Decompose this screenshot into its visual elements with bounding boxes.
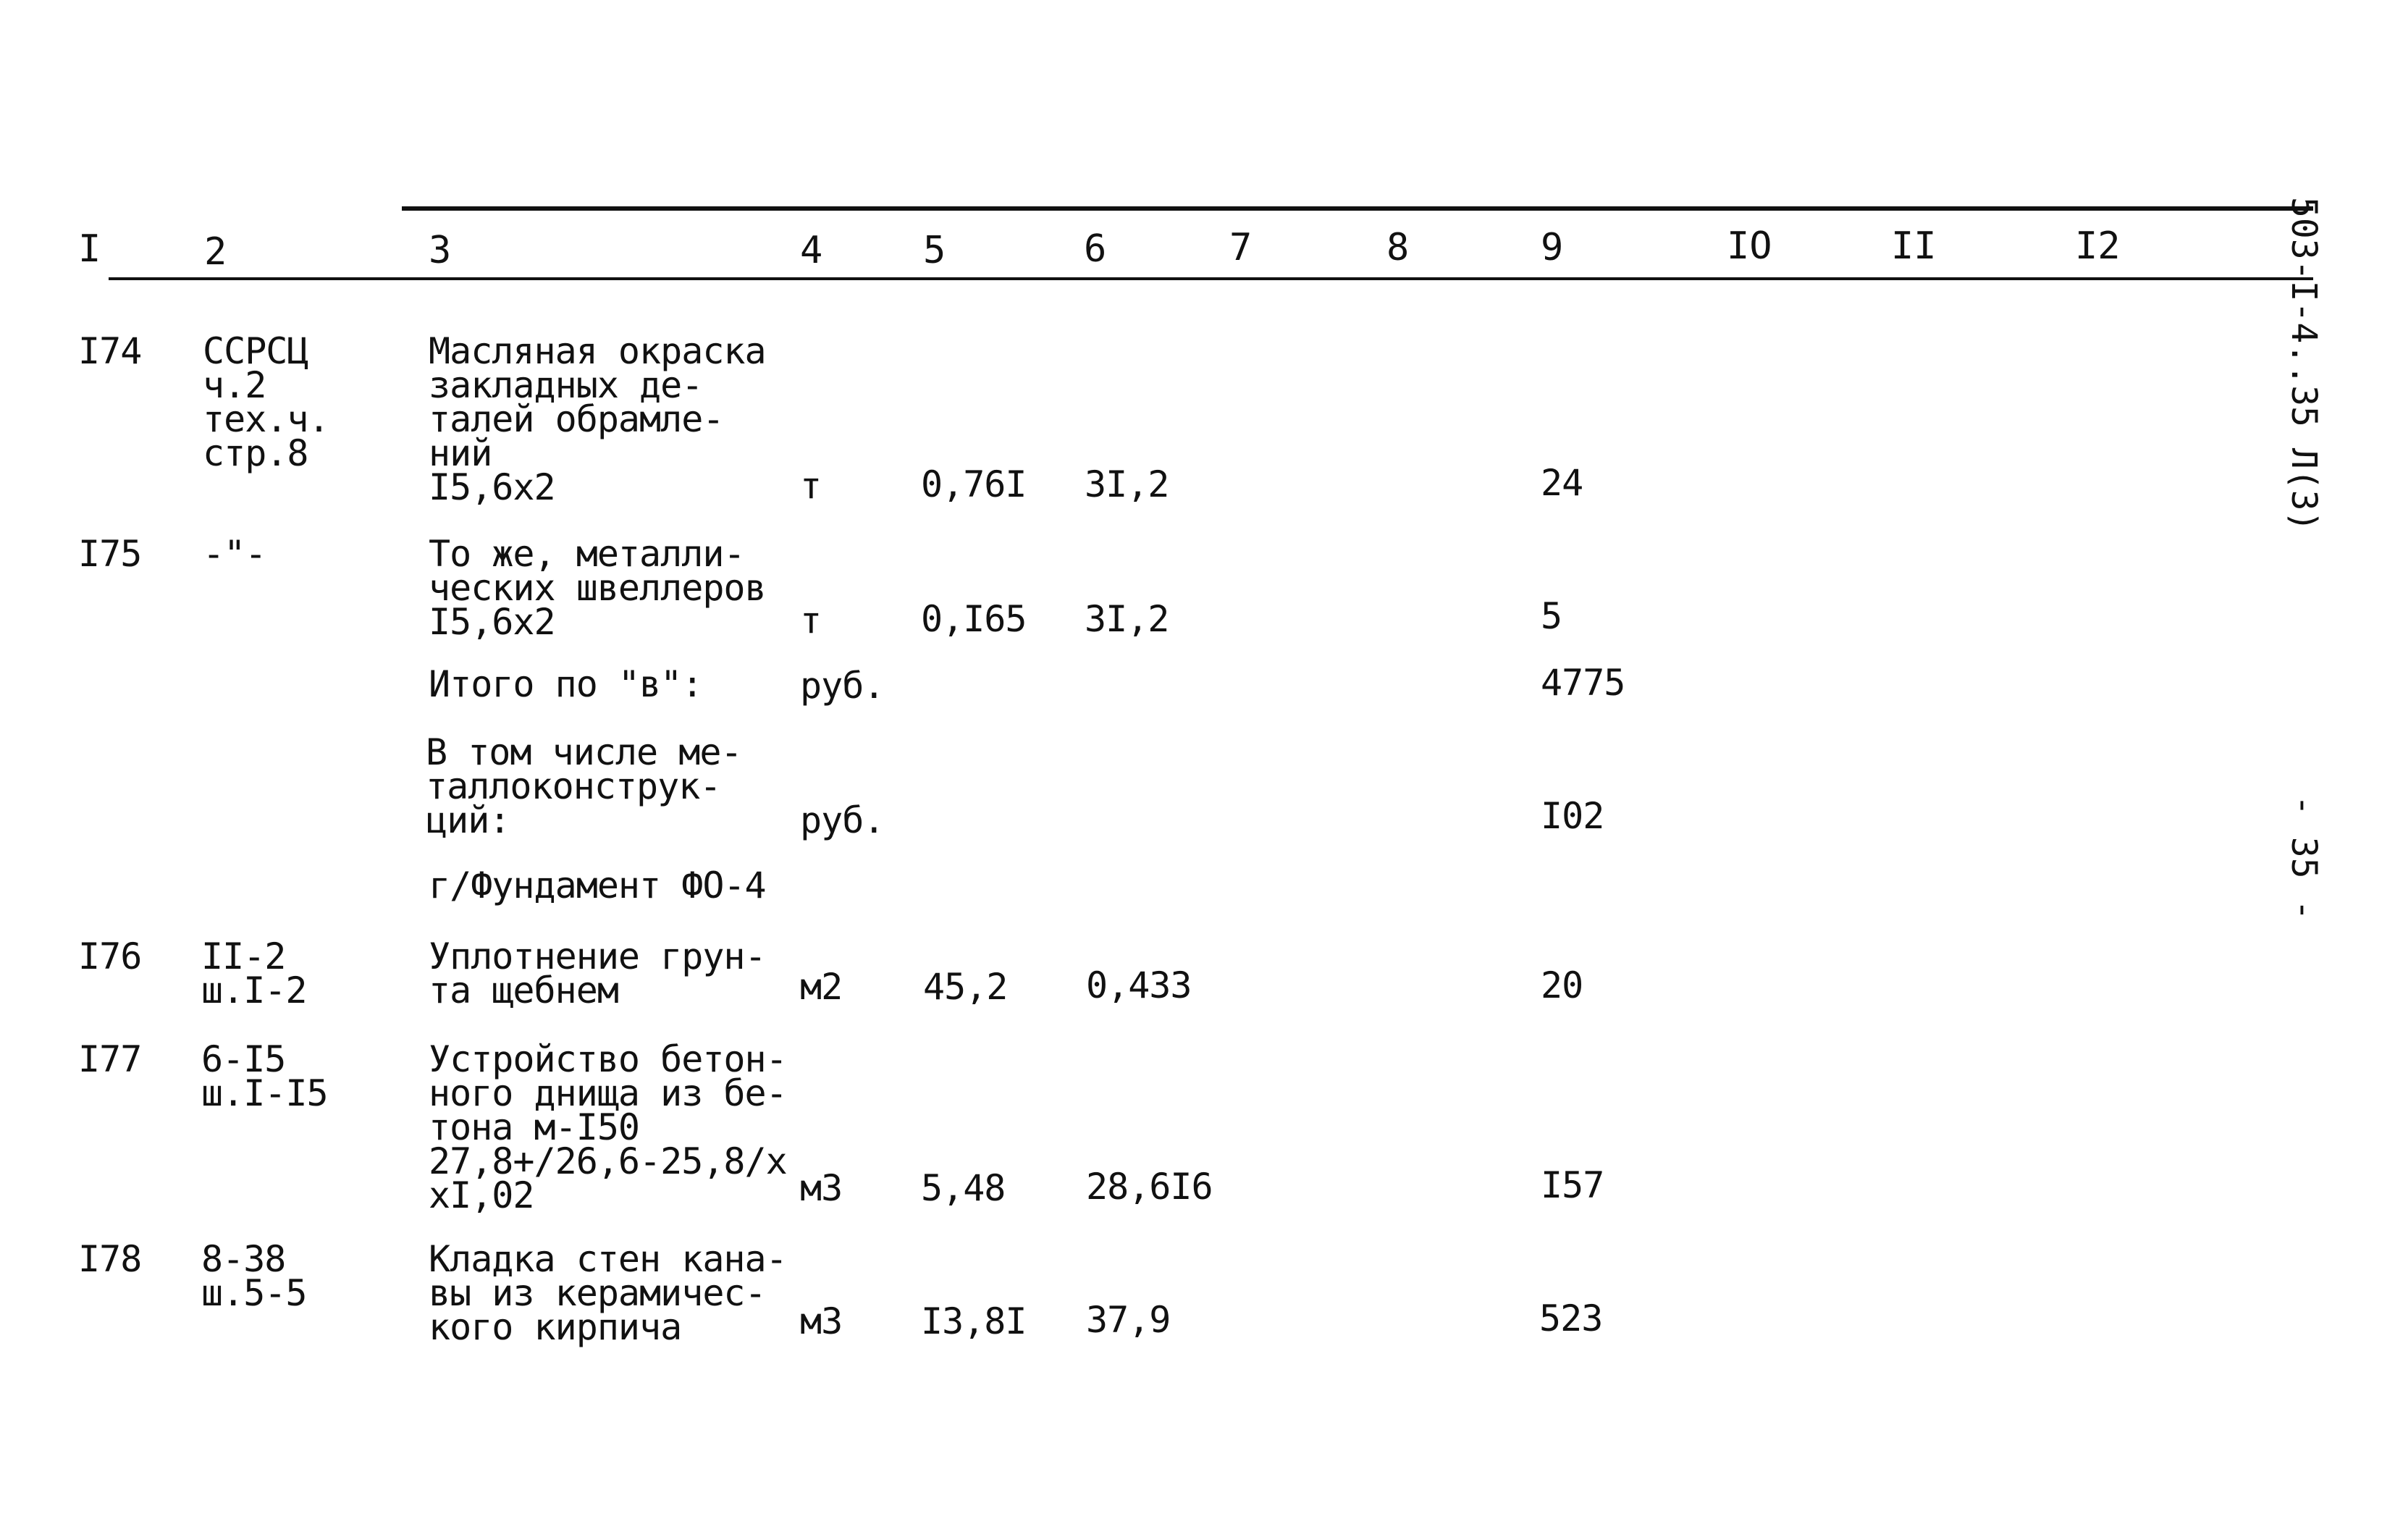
row-reference: II-2 ш.I-2 bbox=[201, 935, 307, 1011]
row-unit: м3 bbox=[800, 1167, 843, 1209]
col-header-10: IO bbox=[1727, 224, 1772, 268]
row-description: То же, металли- ческих швеллеров I5,6х2 bbox=[429, 533, 766, 643]
col-header-9: 9 bbox=[1541, 226, 1564, 269]
row-total: 5 bbox=[1541, 595, 1562, 637]
col-header-6: 6 bbox=[1084, 227, 1107, 271]
header-bottom-rule bbox=[109, 277, 2313, 280]
row-reference: 6-I5 ш.I-I5 bbox=[201, 1038, 328, 1114]
row-unit: м2 bbox=[800, 966, 843, 1008]
row-total: 24 bbox=[1541, 462, 1583, 504]
row-total: I57 bbox=[1541, 1164, 1604, 1206]
section-heading: г/Фундамент ФО-4 bbox=[429, 864, 766, 906]
header-top-rule bbox=[402, 206, 2313, 211]
row-number: I76 bbox=[78, 935, 142, 977]
row-price: 0,433 bbox=[1086, 964, 1192, 1006]
subtotal-unit: руб. bbox=[800, 665, 885, 707]
row-quantity: 45,2 bbox=[923, 966, 1008, 1008]
document-code: 503-I-4..35 Л(3) bbox=[2284, 197, 2324, 532]
including-total: I02 bbox=[1541, 795, 1604, 837]
row-description: Устройство бетон- ного днища из бе- тона м-I50 27,8+/26,6-25,8/х хI,02 bbox=[429, 1038, 787, 1216]
row-number: I77 bbox=[78, 1038, 142, 1080]
col-header-12: I2 bbox=[2075, 224, 2121, 268]
col-header-8: 8 bbox=[1386, 226, 1410, 269]
col-header-2: 2 bbox=[204, 230, 227, 274]
row-unit: м3 bbox=[800, 1300, 843, 1342]
row-number: I78 bbox=[78, 1238, 142, 1280]
col-header-4: 4 bbox=[800, 229, 823, 272]
col-header-11: II bbox=[1891, 224, 1937, 268]
row-price: 3I,2 bbox=[1085, 598, 1169, 640]
row-reference: -"- bbox=[203, 533, 266, 575]
row-total: 523 bbox=[1539, 1297, 1603, 1339]
row-quantity: 0,I65 bbox=[921, 598, 1027, 640]
row-description: Масляная окраска закладных де- талей обрамле- ний I5,6х2 bbox=[429, 330, 766, 508]
row-price: 3I,2 bbox=[1085, 463, 1169, 505]
col-header-5: 5 bbox=[923, 229, 946, 272]
row-reference: 8-38 ш.5-5 bbox=[201, 1238, 307, 1314]
row-number: I75 bbox=[78, 533, 142, 575]
row-description: Уплотнение грун- та щебнем bbox=[429, 935, 766, 1011]
row-price: 37,9 bbox=[1086, 1299, 1171, 1341]
page-number: - 35 - bbox=[2284, 795, 2324, 921]
row-unit: т bbox=[800, 599, 822, 641]
row-description: Кладка стен кана- вы из керамичес- кого кирпича bbox=[429, 1238, 787, 1348]
including-label: В том числе ме- таллоконструк- ций: bbox=[426, 731, 742, 841]
row-quantity: I3,8I bbox=[921, 1300, 1027, 1342]
col-header-3: 3 bbox=[429, 229, 452, 272]
subtotal-total: 4775 bbox=[1541, 662, 1625, 704]
row-reference: ССРСЦ ч.2 тех.ч. стр.8 bbox=[203, 330, 329, 474]
col-header-7: 7 bbox=[1229, 226, 1253, 269]
subtotal-label: Итого по "в": bbox=[429, 663, 703, 705]
row-quantity: 5,48 bbox=[921, 1167, 1006, 1209]
row-price: 28,6I6 bbox=[1086, 1166, 1213, 1208]
row-total: 20 bbox=[1541, 964, 1583, 1006]
row-number: I74 bbox=[78, 330, 142, 372]
including-unit: руб. bbox=[800, 799, 885, 841]
row-unit: т bbox=[800, 465, 822, 507]
row-quantity: 0,76I bbox=[921, 463, 1027, 505]
col-header-1: I bbox=[78, 227, 101, 271]
